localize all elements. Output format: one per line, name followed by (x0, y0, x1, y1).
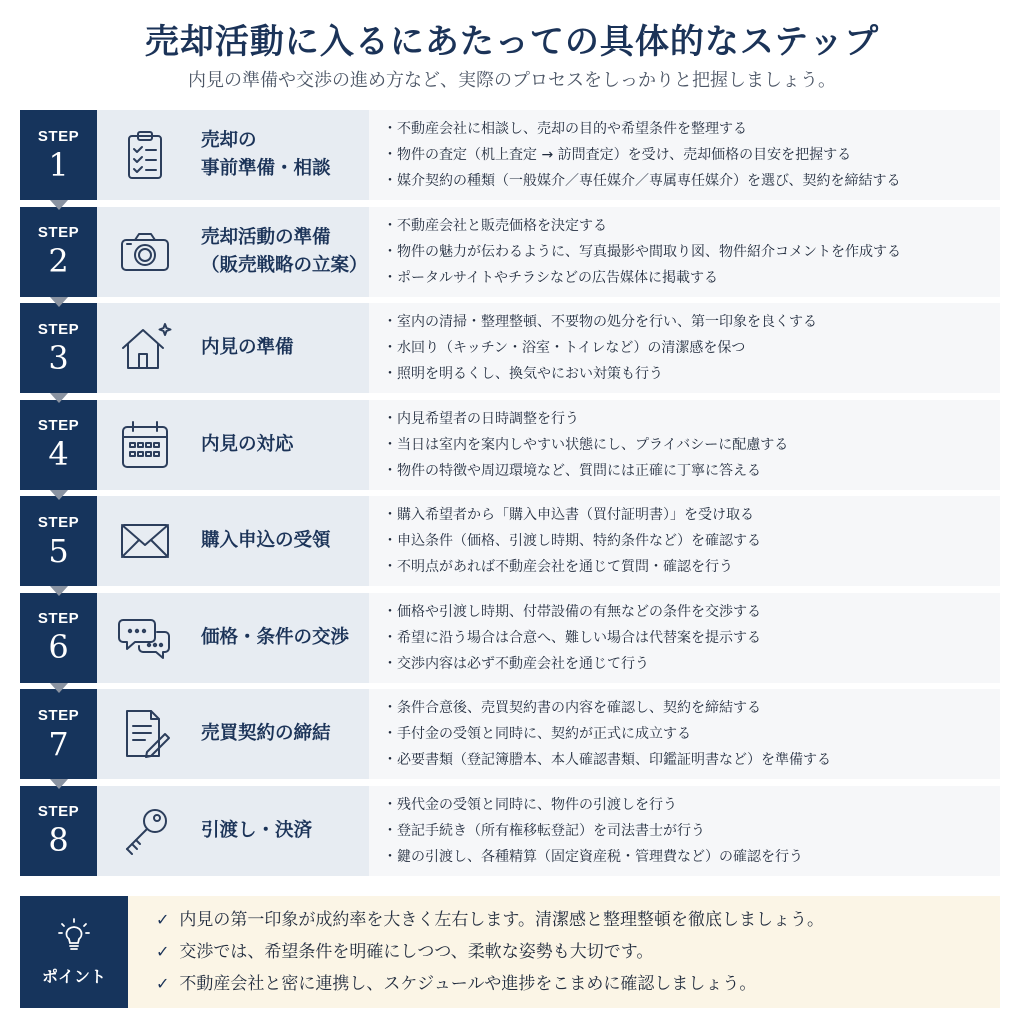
step-head (97, 786, 369, 876)
step-head (97, 110, 369, 200)
camera-icon (109, 207, 181, 297)
step-row (20, 786, 1000, 876)
step-row (20, 400, 1000, 490)
step-title (201, 334, 294, 362)
step-title (201, 224, 368, 280)
step-number: 2 (48, 242, 69, 280)
step-bullet: ・ 購入希望者から「購入申込書（買付証明書）」を受け取る (383, 502, 1000, 528)
step-label: STEP (37, 706, 80, 724)
point-item (156, 936, 1000, 968)
step-number-badge (20, 400, 97, 490)
step-head (97, 207, 369, 297)
step-row (20, 593, 1000, 683)
point-text: 不動産会社と密に連携し、スケジュールや進捗をこまめに確認しましょう。 (179, 974, 757, 994)
step-bullet: ・ 鍵の引渡し、各種精算（固定資産税・管理費など）の確認を行う (383, 844, 1000, 870)
step-bullet: ・ 当日は室内を案内しやすい状態にし、プライバシーに配慮する (383, 432, 1000, 458)
step-number: 5 (48, 531, 69, 570)
step-row (20, 496, 1000, 586)
point-text: 交渉では、希望条件を明確にしつつ、柔軟な姿勢も大切です。 (179, 942, 654, 962)
step-bullet: ・ 照明を明るくし、換気やにおい対策も行う (383, 361, 1000, 387)
down-arrow-icon (50, 586, 68, 596)
chat-bubbles-icon (109, 593, 181, 683)
step-bullets (369, 689, 1000, 779)
house-sparkle-icon (109, 303, 181, 393)
step-number-badge (20, 207, 97, 297)
page-subtitle: 内見の準備や交渉の進め方など、実際のプロセスをしっかりと把握しましょう。 (188, 70, 836, 91)
down-arrow-icon (50, 297, 68, 307)
step-number: 6 (48, 628, 69, 666)
step-number: 1 (48, 145, 69, 184)
step-number-badge (20, 303, 97, 393)
step-bullet: ・ 不明点があれば不動産会社を通じて質問・確認を行う (383, 554, 1000, 580)
step-title-line: 引渡し・決済 (201, 819, 313, 841)
step-bullet: ・ 手付金の受領と同時に、契約が正式に成立する (383, 721, 1000, 747)
step-bullet: ・ 媒介契約の種類（一般媒介／専任媒介／専属専任媒介）を選び、契約を締結する (383, 168, 1000, 194)
step-bullet: ・ 不動産会社と販売価格を決定する (383, 213, 1000, 239)
down-arrow-icon (50, 200, 68, 210)
step-title-line: 内見の対応 (201, 433, 294, 455)
step-number-badge (20, 110, 97, 200)
step-title-line: 売却の (201, 130, 257, 151)
envelope-icon (109, 496, 181, 586)
step-row (20, 207, 1000, 297)
step-bullets (369, 303, 1000, 393)
step-bullets (369, 207, 1000, 297)
down-arrow-icon (50, 490, 68, 500)
step-title (201, 720, 331, 748)
point-badge (20, 896, 128, 1008)
step-row (20, 689, 1000, 779)
down-arrow-icon (50, 779, 68, 789)
step-number: 3 (48, 338, 69, 377)
step-label: STEP (37, 127, 80, 145)
lightbulb-icon (57, 918, 91, 956)
point-item (156, 904, 1000, 936)
step-bullet: ・ 不動産会社に相談し、売却の目的や希望条件を整理する (383, 116, 1000, 142)
step-number-badge (20, 786, 97, 876)
check-icon: ✓ (156, 910, 170, 929)
document-pen-icon (109, 689, 181, 779)
step-title (201, 127, 331, 183)
steps-list (20, 110, 1000, 882)
step-number: 4 (48, 435, 69, 473)
point-box (20, 896, 1000, 1008)
step-bullet: ・ 希望に沿う場合は合意へ、難しい場合は代替案を提示する (383, 625, 1000, 651)
step-title (201, 431, 294, 459)
step-title-line: 売却活動の準備 (201, 226, 331, 248)
step-head (97, 303, 369, 393)
step-bullets (369, 496, 1000, 586)
page-title: 売却活動に入るにあたっての具体的なステップ (144, 22, 880, 62)
step-label: STEP (37, 320, 80, 338)
check-icon: ✓ (156, 942, 170, 961)
step-bullets (369, 593, 1000, 683)
step-title-line: 売買契約の締結 (201, 723, 331, 744)
step-bullet: ・ 必要書類（登記簿謄本、本人確認書類、印鑑証明書など）を準備する (383, 747, 1000, 773)
step-label: STEP (37, 224, 80, 241)
step-title-line: （販売戦略の立案） (201, 254, 368, 276)
calendar-icon (109, 400, 181, 490)
step-bullet: ・ 水回り（キッチン・浴室・トイレなど）の清潔感を保つ (383, 335, 1000, 361)
step-bullet: ・ 申込条件（価格、引渡し時期、特約条件など）を確認する (383, 528, 1000, 554)
step-bullet: ・ 室内の清掃・整理整頓、不要物の処分を行い、第一印象を良くする (383, 309, 1000, 335)
step-label: STEP (37, 513, 80, 531)
step-title (201, 624, 349, 652)
point-item (156, 968, 1000, 1000)
step-bullet: ・ 登記手続き（所有権移転登記）を司法書士が行う (383, 818, 1000, 844)
step-row (20, 303, 1000, 393)
step-bullet: ・ 条件合意後、売買契約書の内容を確認し、契約を締結する (383, 695, 1000, 721)
step-bullet: ・ 物件の査定（机上査定 → 訪問査定）を受け、売却価格の目安を把握する (383, 142, 1000, 168)
clipboard-checklist-icon (109, 110, 181, 200)
point-text: 内見の第一印象が成約率を大きく左右します。清潔感と整理整頓を徹底しましょう。 (179, 910, 825, 930)
step-bullets (369, 110, 1000, 200)
step-title-line: 購入申込の受領 (201, 530, 331, 551)
check-icon: ✓ (156, 974, 170, 993)
step-number: 7 (48, 724, 69, 763)
step-bullet: ・ 物件の特徴や周辺環境など、質問には正確に丁寧に答える (383, 458, 1000, 484)
step-head (97, 400, 369, 490)
step-head (97, 496, 369, 586)
step-label: STEP (37, 610, 80, 627)
step-row (20, 110, 1000, 200)
point-label: ポイント (41, 966, 106, 986)
step-title-line: 事前準備・相談 (201, 158, 331, 179)
step-bullets (369, 786, 1000, 876)
step-bullet: ・ 交渉内容は必ず不動産会社を通じて行う (383, 651, 1000, 677)
point-list (128, 896, 1000, 1008)
step-bullet: ・ 物件の魅力が伝わるように、写真撮影や間取り図、物件紹介コメントを作成する (383, 239, 1000, 265)
step-bullet: ・ 内見希望者の日時調整を行う (383, 406, 1000, 432)
step-title (201, 527, 331, 555)
step-title (201, 817, 312, 845)
step-bullet: ・ 価格や引渡し時期、付帯設備の有無などの条件を交渉する (383, 599, 1000, 625)
step-bullet: ・ 残代金の受領と同時に、物件の引渡しを行う (383, 792, 1000, 818)
down-arrow-icon (50, 393, 68, 403)
step-title-line: 価格・条件の交渉 (201, 626, 350, 648)
step-head (97, 593, 369, 683)
step-bullets (369, 400, 1000, 490)
down-arrow-icon (50, 683, 68, 693)
key-icon (109, 786, 181, 876)
step-title-line: 内見の準備 (201, 337, 294, 358)
step-label: STEP (37, 417, 80, 434)
step-bullet: ・ ポータルサイトやチラシなどの広告媒体に掲載する (383, 265, 1000, 291)
step-head (97, 689, 369, 779)
step-label: STEP (37, 803, 80, 820)
step-number-badge (20, 496, 97, 586)
step-number-badge (20, 593, 97, 683)
step-number: 8 (48, 821, 69, 859)
step-number-badge (20, 689, 97, 779)
